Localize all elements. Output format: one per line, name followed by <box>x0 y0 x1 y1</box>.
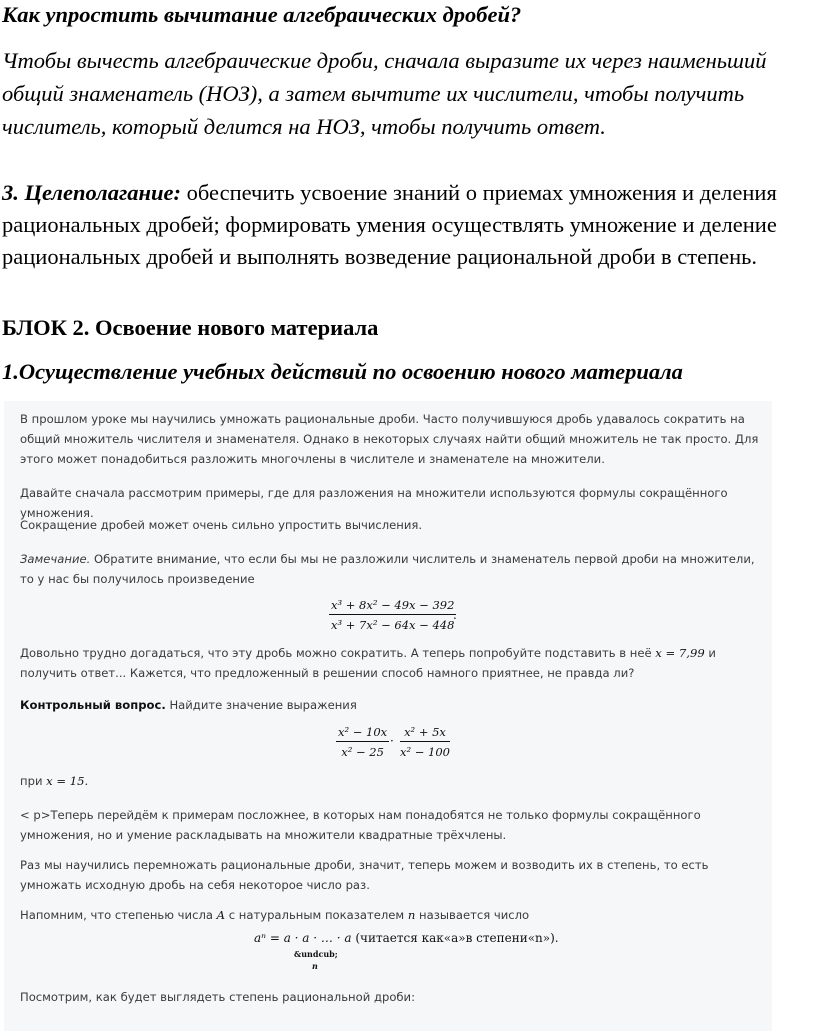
goal-text: обеспечить усвоение знаний о приемах умножения и деления рациональных дробей; формировать умения осуществлять умножение и деление рациональных дробей и выполнять возведение рациональной дроби в степень. <box>2 180 777 269</box>
note-text: Обратите внимание, что если бы мы не разложили числитель и знаменатель первой дроби на множители, то у нас бы получилось произведение <box>20 552 755 586</box>
fraction-1-denominator: x³ + 7x² − 64x − 448 <box>331 618 455 632</box>
p7-text-a: Напомним, что степенью числа <box>20 908 217 922</box>
lesson-paragraph-5: < p>Теперь перейдём к примерам посложнее, в которых нам понадобятся не только формулы сокращённого умножения, но и умение раскладывать на множители квадратные трёхчлены. <box>20 808 701 842</box>
answer-paragraph: Чтобы вычесть алгебраические дроби, сначала выразите их через наименьший общий знаменатель (НОЗ), а затем вычтите их числители, чтобы получить числитель, который делится на НОЗ, чтобы получить ответ. <box>2 48 767 139</box>
power-note: (читается как«a»в степени«n»). <box>355 931 559 945</box>
block-title: БЛОК 2. Освоение нового материала <box>2 315 379 340</box>
control-question <box>20 695 765 715</box>
fraction-1-period: . <box>453 608 457 622</box>
p7-text-b: с натуральным показателем <box>225 908 408 922</box>
goal-paragraph <box>2 177 802 273</box>
p7-n: n <box>407 908 416 922</box>
control-label: Контрольный вопрос. <box>20 698 166 712</box>
fraction-3 <box>400 725 450 759</box>
p4-math: x = 7,99 <box>655 646 705 660</box>
action-title: 1.Осуществление учебных действий по освоению нового материала <box>2 359 683 384</box>
fraction-1-numerator: x³ + 8x² − 49x − 392 <box>329 598 456 615</box>
at-text: при <box>20 774 47 788</box>
at-value <box>20 771 765 791</box>
goal-lead: 3. Целеполагание: <box>2 180 182 205</box>
at-math: x = 15. <box>46 774 89 788</box>
question-heading: Как упростить вычитание алгебраических дробей? <box>2 2 522 27</box>
lesson-paragraph-2: Давайте сначала рассмотрим примеры, где для разложения на множители используются формулы сокращённого умножения. <box>20 486 728 520</box>
lesson-paragraph-3: Сокращение дробей может очень сильно упростить вычисления. <box>20 518 423 532</box>
fraction-2 <box>336 725 389 759</box>
lesson-paragraph-4 <box>20 643 765 683</box>
power-count: n <box>312 961 318 971</box>
note-label: Замечание. <box>20 552 91 566</box>
power-underbrace: &undcub; <box>294 949 338 959</box>
lesson-paragraph-1: В прошлом уроке мы научились умножать рациональные дроби. Часто получившуюся дробь удавалось сократить на общий множитель числителя и знаменателя. Однако в некоторых случаях найти общий множитель не так просто. Для этого может понадобиться разложить многочлены в числителе и знаменателе на множители. <box>20 412 759 466</box>
fraction-3-denominator: x² − 100 <box>400 745 450 759</box>
power-definition <box>254 931 559 971</box>
fraction-3-numerator: x² + 5x <box>400 725 450 742</box>
fraction-2-denominator: x² − 25 <box>341 745 384 759</box>
lesson-screenshot <box>4 401 772 1031</box>
note-paragraph <box>20 549 765 589</box>
p4-text-a: Довольно трудно догадаться, что эту дробь можно сократить. А теперь попробуйте подставить в неё <box>20 646 656 660</box>
lesson-paragraph-7 <box>20 905 765 925</box>
multiply-dot: · <box>390 734 394 748</box>
p7-text-c: называется число <box>415 908 530 922</box>
fraction-2-numerator: x² − 10x <box>336 725 389 742</box>
p4-text-b: и получить ответ... Кажется, что предложенный в решении способ намного приятнее, не правда ли? <box>20 646 716 680</box>
power-expression: aⁿ = a · a · … · a <box>254 931 352 945</box>
lesson-paragraph-6: Раз мы научились перемножать рациональные дроби, значит, теперь можем и возводить их в степень, то есть умножать исходную дробь на себя некоторое число раз. <box>20 858 709 892</box>
control-text: Найдите значение выражения <box>165 698 357 712</box>
fraction-1 <box>329 598 456 632</box>
p7-A: A <box>216 908 226 922</box>
lesson-paragraph-8: Посмотрим, как будет выглядеть степень рациональной дроби: <box>20 990 416 1004</box>
